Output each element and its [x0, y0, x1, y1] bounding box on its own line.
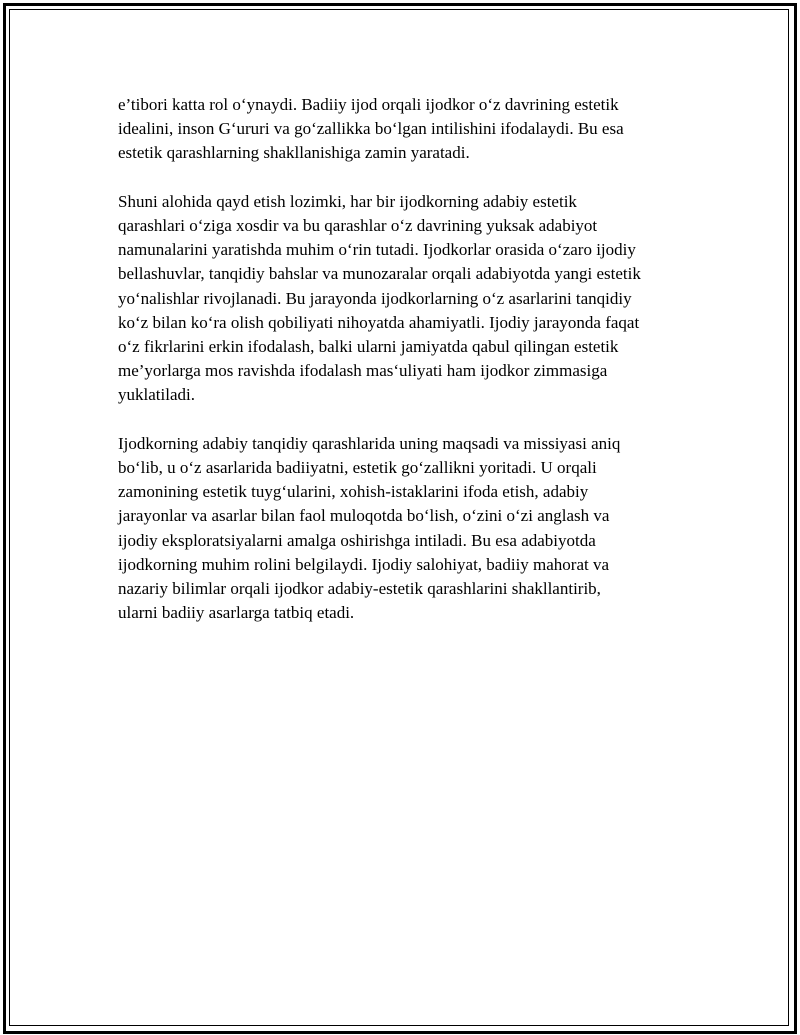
paragraph-1: e’tibori katta rol o‘ynaydi. Badiiy ijod orqali ijodkor o‘z davrining estetik idealini, inson G‘ururi va go‘zallikka bo‘lgan intilishini ifodalaydi. Bu esa estetik qarashlarning shakllanishiga zamin yaratadi. [118, 95, 624, 163]
document-body [118, 93, 678, 650]
paragraph-2: Shuni alohida qayd etish lozimki, har bir ijodkorning adabiy estetik qarashlari o‘ziga xosdir va bu qarashlar o‘z davrining yuksak adabiyot namunalarini yaratishda muhim o‘rin tutadi. Ijodkorlar orasida o‘zaro ijodiy bellashuvlar, tanqidiy bahslar va munozaralar orqali adabiyotda yangi estetik yo‘nalishlar rivojlanadi. Bu jarayonda ijodkorlarning o‘z asarlarini tanqidiy ko‘z bilan ko‘ra olish qobiliyati nihoyatda ahamiyatli. Ijodiy jarayonda faqat o‘z fikrlarini erkin ifodalash, balki ularni jamiyatda qabul qilingan estetik me’yorlarga mos ravishda ifodalash mas‘uliyati ham ijodkor zimmasiga yuklatiladi. [118, 191, 641, 405]
paragraph-3: Ijodkorning adabiy tanqidiy qarashlarida uning maqsadi va missiyasi aniq bo‘lib, u o‘z asarlarida badiiyatni, estetik go‘zallikni yoritadi. U orqali zamonining estetik tuyg‘ularini, xohish-istaklarini ifoda etish, adabiy jarayonlar va asarlar bilan faol muloqotda bo‘lish, o‘zini o‘zi anglash va ijodiy eksploratsiyalarni amalga oshirishga intiladi. Bu esa adabiyotda ijodkorning muhim rolini belgilaydi. Ijodiy salohiyat, badiiy mahorat va nazariy bilimlar orqali ijodkor adabiy-estetik qarashlarini shakllantirib, ularni badiiy asarlarga tatbiq etadi. [118, 433, 621, 623]
